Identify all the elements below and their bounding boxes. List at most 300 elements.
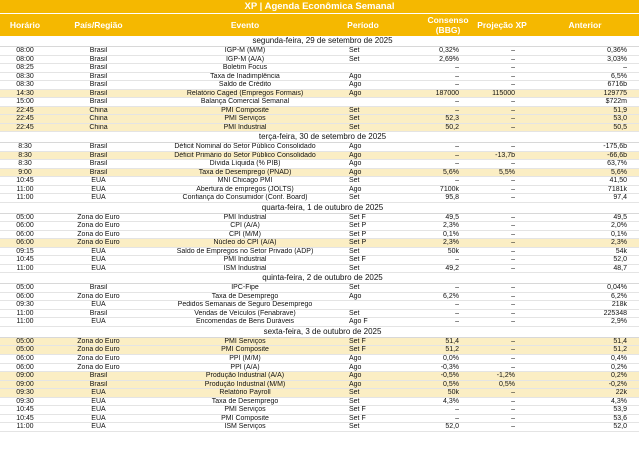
- day-header: terça-feira, 30 de setembro de 2025: [0, 132, 639, 143]
- cell-event: Produção Industrial (A/A): [205, 372, 285, 380]
- cell-region: Brasil: [89, 380, 108, 388]
- cell-previous: 50,5: [613, 123, 627, 131]
- cell-xp: –: [511, 98, 515, 106]
- cell-xp: –: [511, 406, 515, 414]
- cell-period: Set: [349, 247, 360, 255]
- table-row: [0, 214, 639, 223]
- cell-previous: -66,6b: [607, 151, 627, 159]
- cell-time: 11:00: [16, 264, 34, 272]
- cell-region: EUA: [91, 423, 106, 431]
- cell-xp: -13,7b: [495, 151, 515, 159]
- table-row: [0, 310, 639, 319]
- cell-region: Brasil: [89, 309, 108, 317]
- table-row: [0, 152, 639, 161]
- cell-xp: –: [511, 256, 515, 264]
- cell-consensus: 52,3: [445, 115, 459, 123]
- cell-xp: –: [511, 389, 515, 397]
- table-row: [0, 231, 639, 240]
- table-row: [0, 355, 639, 364]
- cell-xp: –: [511, 292, 515, 300]
- cell-previous: 3,03%: [607, 55, 627, 63]
- cell-xp: –: [511, 337, 515, 345]
- cell-period: Set: [349, 123, 360, 131]
- cell-period: Set: [349, 397, 360, 405]
- cell-consensus: 0,0%: [443, 354, 459, 362]
- table-body: [0, 36, 639, 432]
- cell-event: PMI Serviços: [224, 406, 266, 414]
- cell-period: Ago: [349, 354, 362, 362]
- cell-consensus: -0,3%: [440, 363, 459, 371]
- cell-previous: 49,5: [613, 213, 627, 221]
- cell-consensus: 50k: [447, 247, 459, 255]
- table-row: [0, 194, 639, 203]
- cell-period: Ago: [349, 372, 362, 380]
- cell-previous: 0,36%: [607, 47, 627, 54]
- cell-consensus: –: [455, 143, 459, 151]
- cell-previous: 22k: [615, 389, 627, 397]
- cell-xp: –: [511, 177, 515, 185]
- col-periodo: Período: [347, 20, 379, 30]
- cell-event: PMI Serviços: [224, 337, 266, 345]
- cell-time: 08:00: [16, 47, 34, 54]
- cell-consensus: –: [455, 256, 459, 264]
- cell-time: 22:45: [16, 123, 34, 131]
- cell-region: Brasil: [89, 89, 108, 97]
- cell-previous: 54k: [615, 247, 627, 255]
- cell-event: PPI (A/A): [230, 363, 260, 371]
- cell-time: 08:25: [16, 64, 34, 72]
- table-row: [0, 186, 639, 195]
- table-row: [0, 169, 639, 178]
- day-header: quarta-feira, 1 de outubro de 2025: [0, 203, 639, 214]
- cell-region: Zona do Euro: [77, 363, 120, 371]
- cell-period: Set: [349, 284, 360, 292]
- table-row: [0, 381, 639, 390]
- cell-time: 10:45: [16, 256, 34, 264]
- cell-consensus: 6,2%: [443, 292, 459, 300]
- cell-xp: –: [511, 106, 515, 114]
- cell-previous: 0,2%: [611, 363, 627, 371]
- table-row: [0, 265, 639, 274]
- cell-region: Zona do Euro: [77, 354, 120, 362]
- cell-event: PMI Composite: [221, 106, 269, 114]
- cell-previous: 0,2%: [611, 372, 627, 380]
- cell-period: Set F: [349, 256, 366, 264]
- cell-time: 11:00: [16, 309, 34, 317]
- table-row: [0, 284, 639, 293]
- cell-region: EUA: [91, 406, 106, 414]
- cell-region: Zona do Euro: [77, 292, 120, 300]
- cell-period: Set: [349, 115, 360, 123]
- table-row: [0, 115, 639, 124]
- cell-period: Set: [349, 389, 360, 397]
- cell-period: Set: [349, 264, 360, 272]
- cell-region: Brasil: [89, 168, 108, 176]
- cell-consensus: 4,3%: [443, 397, 459, 405]
- table-row: [0, 398, 639, 407]
- cell-period: [343, 64, 383, 72]
- cell-previous: 0,1%: [611, 230, 627, 238]
- table-row: [0, 177, 639, 186]
- cell-event: PMI Composite: [221, 346, 269, 354]
- cell-event: Balança Comercial Semanal: [200, 98, 290, 106]
- cell-previous: 2,0%: [611, 222, 627, 230]
- cell-period: [343, 98, 383, 106]
- cell-event: PMI Serviços: [224, 115, 266, 123]
- cell-previous: 0,04%: [607, 284, 627, 292]
- cell-event: Saldo de Empregos no Setor Privado (ADP): [176, 247, 314, 255]
- cell-time: 10:45: [16, 177, 34, 185]
- cell-consensus: 50k: [447, 389, 459, 397]
- cell-xp: –: [511, 123, 515, 131]
- cell-event: Taxa de Desemprego (PNAD): [198, 168, 292, 176]
- cell-region: Brasil: [89, 160, 108, 168]
- cell-consensus: –: [455, 64, 459, 72]
- cell-period: Ago: [349, 363, 362, 371]
- col-projecao-xp: Projeção XP: [477, 20, 527, 30]
- cell-consensus: –: [455, 160, 459, 168]
- cell-time: 8:30: [18, 151, 32, 159]
- table-row: [0, 423, 639, 432]
- cell-previous: 7181k: [607, 185, 627, 193]
- cell-previous: 218k: [611, 301, 627, 309]
- cell-previous: 4,3%: [611, 397, 627, 405]
- cell-period: Set: [349, 423, 360, 431]
- cell-xp: –: [511, 194, 515, 202]
- cell-period: Ago F: [349, 318, 368, 326]
- table-row: [0, 160, 639, 169]
- cell-xp: –: [511, 213, 515, 221]
- cell-previous: 129775: [603, 89, 627, 97]
- cell-period: Set: [349, 194, 360, 202]
- day-header: sexta-feira, 3 de outubro de 2025: [0, 327, 639, 338]
- cell-time: 08:30: [16, 81, 34, 89]
- cell-time: 15:00: [16, 98, 34, 106]
- cell-event: IGP-M (M/M): [224, 47, 266, 54]
- cell-time: 10:45: [16, 414, 34, 422]
- cell-event: PMI Composite: [221, 414, 269, 422]
- cell-xp: –: [511, 346, 515, 354]
- cell-time: 05:00: [16, 346, 34, 354]
- cell-region: Zona do Euro: [77, 222, 120, 230]
- cell-xp: 0,5%: [499, 380, 515, 388]
- cell-consensus: –: [455, 81, 459, 89]
- cell-previous: -0,2%: [608, 380, 627, 388]
- table-row: [0, 364, 639, 373]
- cell-xp: –: [511, 230, 515, 238]
- cell-time: 22:45: [16, 115, 34, 123]
- cell-consensus: –: [455, 106, 459, 114]
- cell-region: China: [89, 115, 108, 123]
- cell-xp: –: [511, 301, 515, 309]
- cell-event: Taxa de Desemprego: [211, 397, 279, 405]
- cell-region: EUA: [91, 247, 106, 255]
- cell-time: 11:00: [16, 185, 34, 193]
- table-row: [0, 301, 639, 310]
- table-row: [0, 406, 639, 415]
- cell-event: Relatório Caged (Empregos Formais): [186, 89, 304, 97]
- table-row: [0, 256, 639, 265]
- cell-region: Brasil: [89, 81, 108, 89]
- cell-xp: –: [511, 318, 515, 326]
- cell-period: Set: [349, 106, 360, 114]
- cell-time: 06:00: [16, 363, 34, 371]
- cell-period: Ago: [349, 168, 362, 176]
- cell-region: Zona do Euro: [77, 346, 120, 354]
- cell-consensus: 0,32%: [439, 47, 459, 54]
- cell-event: Abertura de empregos (JOLTS): [196, 185, 294, 193]
- cell-xp: 5,5%: [499, 168, 515, 176]
- cell-region: Brasil: [89, 98, 108, 106]
- cell-xp: –: [511, 64, 515, 72]
- cell-event: Encomendas de Bens Duráveis: [195, 318, 295, 326]
- table-row: [0, 293, 639, 302]
- cell-time: 06:00: [16, 292, 34, 300]
- cell-period: Set P: [349, 230, 367, 238]
- cell-time: 9:00: [18, 168, 32, 176]
- cell-previous: 2,9%: [611, 318, 627, 326]
- cell-region: EUA: [91, 264, 106, 272]
- cell-previous: 53,6: [613, 414, 627, 422]
- cell-event: IGP-M (A/A): [225, 55, 265, 63]
- cell-consensus: –: [455, 301, 459, 309]
- cell-event: PMI Industrial: [223, 123, 267, 131]
- cell-region: EUA: [91, 318, 106, 326]
- cell-consensus: –: [455, 177, 459, 185]
- cell-region: Brasil: [89, 55, 108, 63]
- cell-time: 11:00: [16, 194, 34, 202]
- cell-time: 10:45: [16, 406, 34, 414]
- table-header: [0, 13, 639, 36]
- cell-xp: –: [511, 81, 515, 89]
- cell-previous: 53,0: [613, 115, 627, 123]
- cell-consensus: 51,2: [445, 346, 459, 354]
- cell-period: Set F: [349, 406, 366, 414]
- cell-previous: 6,5%: [611, 72, 627, 80]
- cell-period: Set P: [349, 222, 367, 230]
- cell-time: 06:00: [16, 230, 34, 238]
- cell-time: 09:15: [16, 247, 34, 255]
- cell-consensus: –: [455, 72, 459, 80]
- cell-consensus: 0,1%: [443, 230, 459, 238]
- cell-previous: 51,2: [613, 346, 627, 354]
- cell-previous: 97,4: [613, 194, 627, 202]
- cell-time: 14:30: [16, 89, 34, 97]
- cell-event: PMI Industrial: [223, 256, 267, 264]
- day-header: segunda-feira, 29 de setembro de 2025: [0, 36, 639, 47]
- cell-xp: –: [511, 143, 515, 151]
- cell-xp: –: [511, 222, 515, 230]
- cell-previous: 225348: [603, 309, 627, 317]
- table-row: [0, 222, 639, 231]
- cell-region: Brasil: [89, 151, 108, 159]
- table-row: [0, 372, 639, 381]
- cell-previous: 0,4%: [611, 354, 627, 362]
- cell-region: Brasil: [89, 143, 108, 151]
- cell-time: 05:00: [16, 213, 34, 221]
- cell-previous: 63,7%: [607, 160, 627, 168]
- cell-time: 06:00: [16, 222, 34, 230]
- cell-previous: 53,9: [613, 406, 627, 414]
- cell-period: Ago: [349, 160, 362, 168]
- cell-time: 09:30: [16, 389, 34, 397]
- table-row: [0, 124, 639, 133]
- cell-time: 05:00: [16, 284, 34, 292]
- cell-xp: –: [511, 423, 515, 431]
- cell-previous: 2,3%: [611, 239, 627, 247]
- cell-consensus: 7100k: [439, 185, 459, 193]
- cell-period: Ago: [349, 380, 362, 388]
- cell-consensus: –: [455, 151, 459, 159]
- cell-period: Set: [349, 309, 360, 317]
- table-row: [0, 143, 639, 152]
- cell-event: Taxa de Inadimplência: [210, 72, 280, 80]
- cell-xp: –: [511, 160, 515, 168]
- cell-region: Brasil: [89, 47, 108, 54]
- cell-consensus: 50,2: [445, 123, 459, 131]
- cell-event: Produção Industrial (M/M): [204, 380, 286, 388]
- page-title: XP | Agenda Econômica Semanal: [0, 0, 639, 13]
- table-row: [0, 47, 639, 56]
- cell-event: Taxa de Desemprego: [211, 292, 279, 300]
- cell-time: 08:30: [16, 72, 34, 80]
- cell-period: Set: [349, 55, 360, 63]
- cell-time: 22:45: [16, 106, 34, 114]
- cell-region: Brasil: [89, 284, 108, 292]
- cell-period: Ago: [349, 151, 362, 159]
- cell-period: Set F: [349, 414, 366, 422]
- cell-region: Zona do Euro: [77, 213, 120, 221]
- cell-region: China: [89, 123, 108, 131]
- cell-time: 8:30: [18, 143, 32, 151]
- cell-consensus: 52,0: [445, 423, 459, 431]
- table-row: [0, 248, 639, 257]
- cell-period: Set F: [349, 213, 366, 221]
- cell-previous: 51,9: [613, 106, 627, 114]
- cell-previous: 6716b: [607, 81, 627, 89]
- cell-region: EUA: [91, 301, 106, 309]
- cell-region: EUA: [91, 256, 106, 264]
- cell-time: 05:00: [16, 337, 34, 345]
- cell-period: Ago: [349, 292, 362, 300]
- table-row: [0, 107, 639, 116]
- cell-period: Ago: [349, 72, 362, 80]
- cell-xp: –: [511, 47, 515, 54]
- cell-xp: –: [511, 284, 515, 292]
- table-row: [0, 338, 639, 347]
- cell-xp: –: [511, 354, 515, 362]
- table-row: [0, 90, 639, 99]
- cell-previous: –: [623, 64, 627, 72]
- cell-consensus: –: [455, 284, 459, 292]
- table-row: [0, 415, 639, 424]
- cell-event: PMI Industrial: [223, 213, 267, 221]
- cell-period: Set: [349, 177, 360, 185]
- cell-consensus: 49,5: [445, 213, 459, 221]
- cell-period: Ago: [349, 185, 362, 193]
- table-row: [0, 56, 639, 65]
- cell-period: Ago: [349, 143, 362, 151]
- cell-consensus: 49,2: [445, 264, 459, 272]
- cell-previous: 6,2%: [611, 292, 627, 300]
- cell-xp: –: [511, 247, 515, 255]
- cell-region: Brasil: [89, 64, 108, 72]
- table-row: [0, 346, 639, 355]
- cell-previous: 52,0: [613, 256, 627, 264]
- cell-period: Set F: [349, 337, 366, 345]
- cell-previous: 52,0: [613, 423, 627, 431]
- cell-period: Ago: [349, 89, 362, 97]
- col-pais-regiao: País/Região: [74, 20, 123, 30]
- cell-xp: –: [511, 264, 515, 272]
- cell-time: 11:00: [16, 423, 34, 431]
- cell-region: Zona do Euro: [77, 239, 120, 247]
- cell-region: Brasil: [89, 372, 108, 380]
- cell-period: Set P: [349, 239, 367, 247]
- cell-event: Vendas de Veículos (Fenabrave): [194, 309, 296, 317]
- cell-region: Brasil: [89, 72, 108, 80]
- cell-xp: –: [511, 239, 515, 247]
- cell-consensus: 51,4: [445, 337, 459, 345]
- cell-xp: -1,2%: [496, 372, 515, 380]
- cell-consensus: 2,69%: [439, 55, 459, 63]
- cell-event: Núcleo do CPI (A/A): [213, 239, 277, 247]
- cell-period: [343, 301, 383, 309]
- cell-region: EUA: [91, 389, 106, 397]
- cell-consensus: –: [455, 406, 459, 414]
- cell-time: 8:30: [18, 160, 32, 168]
- cell-period: Set F: [349, 346, 366, 354]
- cell-consensus: –: [455, 98, 459, 106]
- cell-event: ISM Serviços: [224, 423, 266, 431]
- cell-region: Zona do Euro: [77, 230, 120, 238]
- cell-previous: -175,6b: [603, 143, 627, 151]
- col-consenso: Consenso (BBG): [427, 15, 469, 35]
- cell-xp: –: [511, 397, 515, 405]
- cell-region: China: [89, 106, 108, 114]
- cell-region: EUA: [91, 194, 106, 202]
- cell-event: IPC-Fipe: [231, 284, 259, 292]
- table-row: [0, 389, 639, 398]
- cell-event: Relatório Payroll: [219, 389, 271, 397]
- cell-event: CPI (M/M): [229, 230, 261, 238]
- cell-time: 09:00: [16, 372, 34, 380]
- cell-time: 06:00: [16, 239, 34, 247]
- cell-event: Déficit Primário do Setor Público Consolidado: [174, 151, 316, 159]
- cell-event: Confiança do Consumidor (Conf. Board): [182, 194, 308, 202]
- cell-consensus: –: [455, 414, 459, 422]
- cell-xp: –: [511, 72, 515, 80]
- cell-region: EUA: [91, 414, 106, 422]
- col-evento: Evento: [230, 20, 260, 30]
- cell-consensus: 2,3%: [443, 239, 459, 247]
- table-row: [0, 81, 639, 90]
- cell-consensus: 95,8: [445, 194, 459, 202]
- cell-consensus: –: [455, 318, 459, 326]
- cell-time: 09:30: [16, 397, 34, 405]
- cell-period: Ago: [349, 81, 362, 89]
- table-row: [0, 318, 639, 327]
- cell-event: CPI (A/A): [230, 222, 260, 230]
- cell-event: Boletim Focus: [222, 64, 268, 72]
- day-header: quinta-feira, 2 de outubro de 2025: [0, 273, 639, 284]
- cell-xp: –: [511, 115, 515, 123]
- col-horario: Horário: [9, 20, 41, 30]
- cell-time: 06:00: [16, 354, 34, 362]
- cell-consensus: –: [455, 309, 459, 317]
- cell-period: Set: [349, 47, 360, 54]
- cell-xp: –: [511, 185, 515, 193]
